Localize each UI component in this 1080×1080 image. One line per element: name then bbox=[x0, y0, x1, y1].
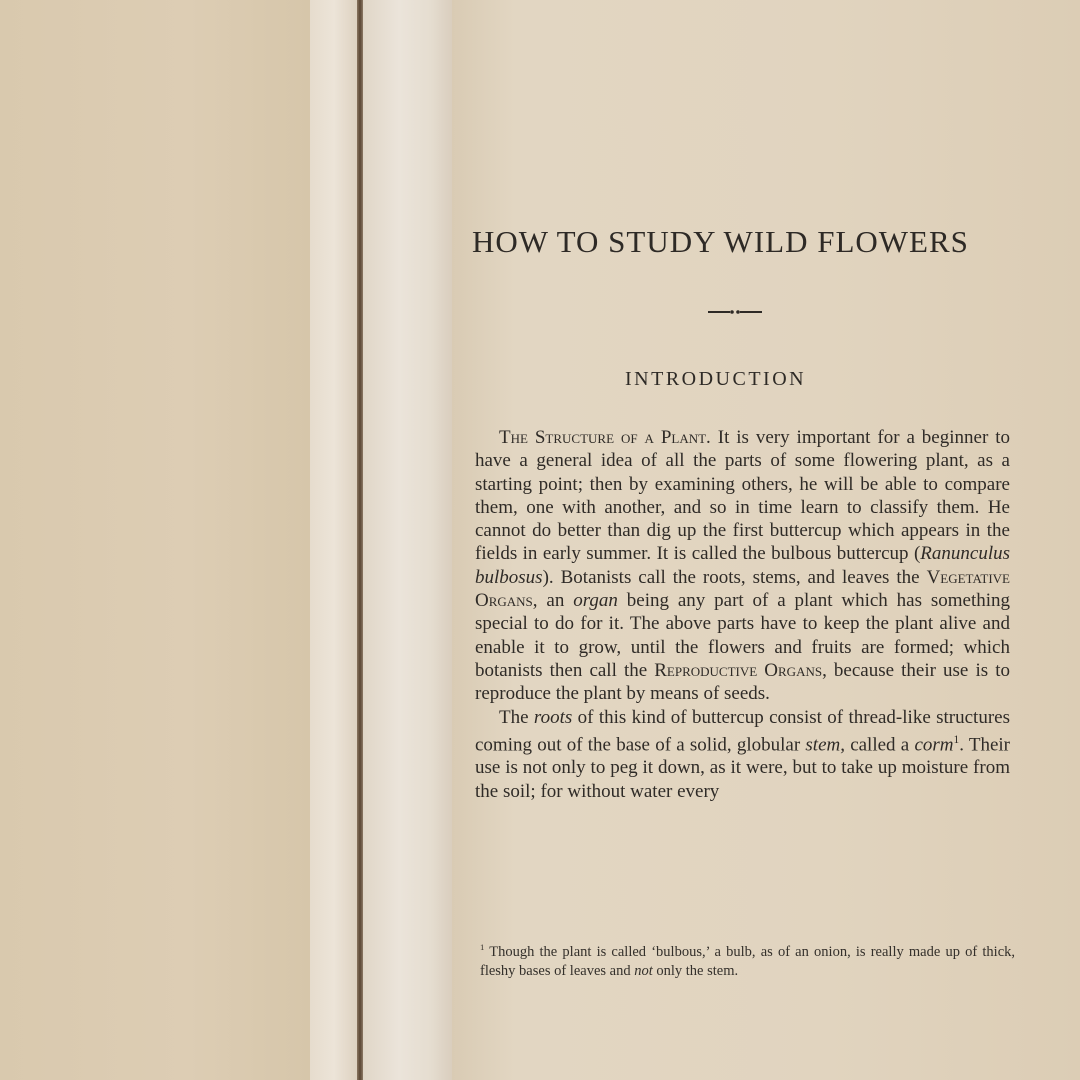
text-run: of this kind of buttercup consist of thread-like structures coming out of the base of a solid, globular bbox=[475, 706, 1010, 756]
footnote-reference: 1 bbox=[953, 733, 960, 746]
term-reproductive-organs: Reproductive Organs bbox=[654, 659, 823, 681]
text-run: called a bbox=[844, 734, 915, 756]
spine-strip-inner bbox=[363, 0, 453, 1080]
latin-name: Ranunculus bulbosus bbox=[475, 543, 1010, 588]
term-stem: stem, bbox=[805, 734, 845, 756]
paragraph-structure bbox=[475, 426, 1010, 706]
footnote-emphasis: not bbox=[634, 962, 653, 979]
body-text bbox=[475, 426, 1010, 803]
paragraph-roots bbox=[475, 706, 1010, 804]
text-run: Though the plant is called ‘bulbous,’ a bulb, as of an onion, is really made up of thick, fleshy bases of leaves and bbox=[480, 943, 1015, 979]
term-organ: organ bbox=[573, 590, 618, 612]
term-roots: roots bbox=[533, 706, 573, 728]
double-dash-dot-ornament-icon bbox=[708, 305, 762, 319]
text-run: being any part of a plant which has something special to do for it. The above parts have to keep the plant alive and enable it to grow, until the flowers and fruits are formed; which botanists then call the bbox=[475, 590, 1010, 681]
text-run: The bbox=[499, 706, 534, 728]
page-title: HOW TO STUDY WILD FLOWERS bbox=[472, 224, 969, 259]
footnote-mark: 1 bbox=[480, 942, 485, 952]
paragraph-lead: The Structure of a Plant. bbox=[499, 427, 711, 448]
text-run: ). Botanists call the roots, stems, and leaves the bbox=[542, 566, 927, 588]
footnote bbox=[480, 938, 1015, 981]
text-run: It is very important for a beginner to have a general idea of all the parts of some flowering plant, as a starting point; then by examining others, he will be able to compare them, one with another, and so in time learn to classify them. He cannot do better than dig up the first buttercup which appears in the fields in early summer. It is called the bulbous buttercup ( bbox=[475, 427, 1010, 565]
text-run: , because their use is to reproduce the plant by means of seeds. bbox=[475, 659, 1010, 705]
term-corm: corm bbox=[914, 734, 954, 756]
text-run: , an bbox=[532, 590, 574, 612]
spine-strip bbox=[310, 0, 358, 1080]
section-heading: INTRODUCTION bbox=[625, 368, 807, 390]
text-run: . Their use is not only to peg it down, as it were, but to take up moisture from the soil; for without water every bbox=[475, 734, 1010, 802]
left-page bbox=[0, 0, 312, 1080]
term-vegetative-organs: Vegetative Organs bbox=[475, 566, 1010, 612]
text-run: only the stem. bbox=[652, 962, 739, 979]
